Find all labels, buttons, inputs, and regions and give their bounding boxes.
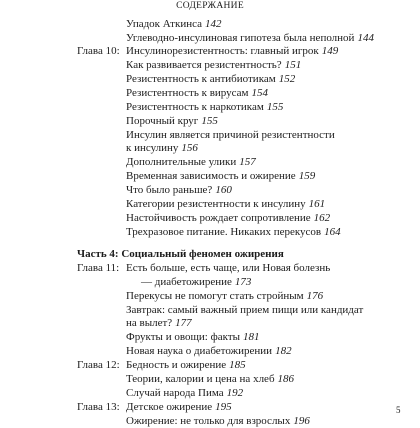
- entry-title: Что было раньше?: [126, 184, 213, 196]
- entry-title: Настойчивость рождает сопротивление: [126, 212, 311, 224]
- entry-title: к инсулину: [126, 142, 179, 154]
- toc-entry: [126, 156, 256, 169]
- entry-page: 149: [321, 45, 339, 57]
- entry-page: 192: [226, 387, 244, 399]
- entry-page: 144: [357, 32, 374, 44]
- entry-page: 160: [215, 184, 232, 196]
- entry-page: 156: [181, 142, 198, 154]
- entry-page: 181: [243, 331, 260, 343]
- toc-entry: [126, 304, 363, 317]
- toc-entry: [126, 290, 323, 303]
- entry-title: Порочный круг: [126, 115, 199, 127]
- chapter-title-wrap: [126, 401, 232, 414]
- toc-chapter: [77, 359, 246, 372]
- toc-entry: [126, 87, 268, 100]
- entry-title: Новая наука о диабетожирении: [126, 345, 273, 357]
- entry-page: 185: [229, 359, 246, 371]
- toc-entry-continued: [126, 317, 192, 330]
- toc-entry: [126, 212, 330, 225]
- entry-title: Резистентность к вирусам: [126, 87, 249, 99]
- chapter-label: Глава 10:: [77, 45, 120, 57]
- entry-title: Фрукты и овощи: факты: [126, 331, 241, 343]
- toc-entry: [126, 226, 341, 239]
- entry-title: Ожирение: не только для взрослых: [126, 415, 291, 427]
- toc-entry: [126, 387, 243, 400]
- entry-page: 159: [298, 170, 316, 182]
- toc-chapter: [77, 262, 331, 275]
- entry-page: 186: [277, 373, 295, 385]
- chapter-label: Глава 12:: [77, 359, 120, 371]
- toc-entry: [126, 331, 260, 344]
- toc-entry: [126, 415, 310, 428]
- chapter-title-wrap: [126, 359, 246, 372]
- entry-page: 154: [251, 87, 268, 99]
- entry-title: Углеводно-инсулиновая гипотеза была неполной: [126, 32, 355, 44]
- toc-chapter: [77, 45, 339, 58]
- toc-entry: [126, 129, 335, 142]
- entry-page: 151: [284, 59, 302, 71]
- page-number: 5: [396, 405, 401, 415]
- entry-title: Упадок Аткинса: [126, 18, 203, 30]
- entry-page: 176: [306, 290, 324, 302]
- entry-page: 195: [215, 401, 232, 413]
- entry-page: 155: [266, 101, 284, 113]
- entry-page: 173: [234, 276, 252, 288]
- toc-entry: [126, 345, 292, 358]
- toc-entry: [126, 59, 301, 72]
- entry-title: Резистентность к наркотикам: [126, 101, 264, 113]
- entry-title: Инсулинорезистентность: главный игрок: [126, 45, 319, 57]
- entry-page: 161: [308, 198, 326, 210]
- entry-title: Теории, калории и цена на хлеб: [126, 373, 275, 385]
- entry-title: Детское ожирение: [126, 401, 213, 413]
- toc-entry-continued: [126, 142, 198, 155]
- entry-title: Завтрак: самый важный прием пищи или кандидат: [126, 304, 364, 316]
- entry-title: Случай народа Пима: [126, 387, 224, 399]
- toc-entry: [126, 115, 218, 128]
- entry-page: 162: [313, 212, 331, 224]
- entry-title: Категории резистентности к инсулину: [126, 198, 306, 210]
- chapter-label: Глава 11:: [77, 262, 120, 274]
- toc-entry: [126, 184, 232, 197]
- toc-chapter: [77, 401, 232, 414]
- toc-entry: [126, 32, 374, 45]
- entry-page: 164: [324, 226, 341, 238]
- chapter-title-wrap: [126, 45, 338, 58]
- part-heading: Часть 4: Социальный феномен ожирения: [77, 248, 284, 260]
- entry-title: Трехразовое питание. Никаких перекусов: [126, 226, 322, 238]
- entry-page: 157: [239, 156, 256, 168]
- entry-page: 182: [275, 345, 292, 357]
- entry-page: 196: [293, 415, 310, 427]
- toc-entry: [126, 101, 283, 114]
- toc-entry: [126, 170, 315, 183]
- toc-entry: [126, 198, 325, 211]
- toc-entry: [126, 373, 294, 386]
- toc-entry: [126, 18, 222, 31]
- entry-title: Бедность и ожирение: [126, 359, 227, 371]
- entry-page: 155: [201, 115, 218, 127]
- entry-title: на вылет?: [126, 317, 173, 329]
- chapter-label: Глава 13:: [77, 401, 120, 413]
- toc-entry: [126, 73, 295, 86]
- entry-page: 142: [205, 18, 222, 30]
- entry-title: Как развивается резистентность?: [126, 59, 282, 71]
- entry-page: 152: [278, 73, 296, 85]
- toc-entry-continued: [141, 276, 251, 289]
- entry-title: Есть больше, есть чаще, или Новая болезнь: [126, 262, 331, 274]
- entry-title: — диабетожирение: [141, 276, 232, 288]
- entry-title: Инсулин является причиной резистентности: [126, 129, 335, 141]
- entry-title: Временная зависимость и ожирение: [126, 170, 296, 182]
- entry-page: 177: [175, 317, 192, 329]
- page-header: СОДЕРЖАНИЕ: [176, 1, 244, 11]
- entry-title: Перекусы не помогут стать стройным: [126, 290, 304, 302]
- entry-title: Резистентность к антибиотикам: [126, 73, 276, 85]
- entry-title: Дополнительные улики: [126, 156, 237, 168]
